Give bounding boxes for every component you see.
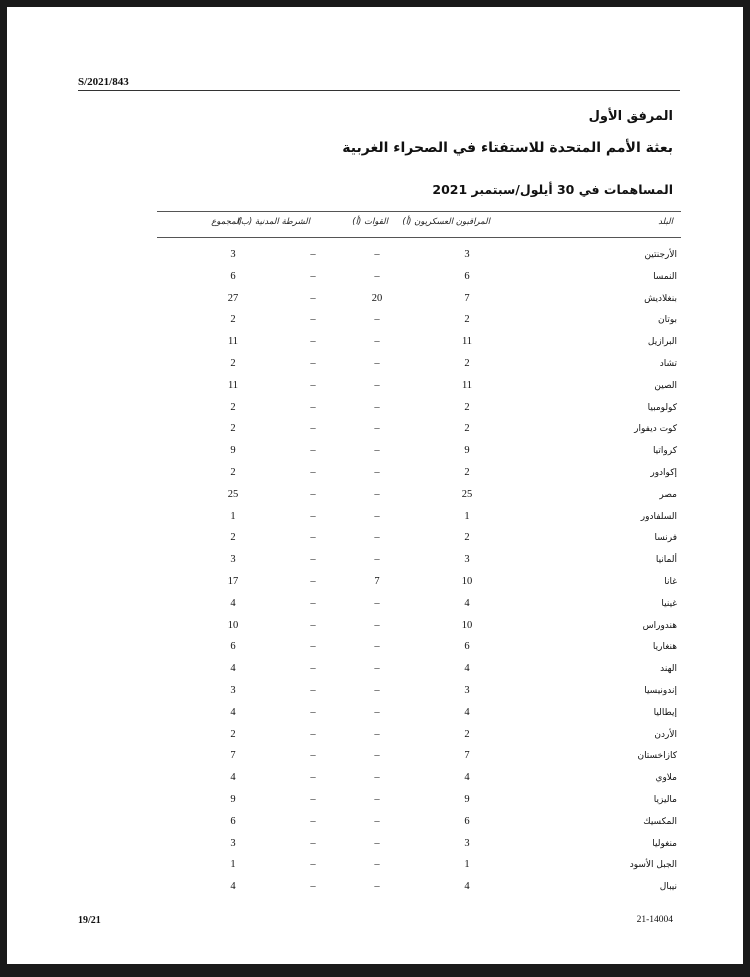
- cell-country: هندوراس: [642, 620, 677, 631]
- table-row: [157, 418, 681, 440]
- cell-troops: 20: [371, 292, 383, 304]
- cell-police: –: [310, 859, 316, 871]
- table-row: [157, 571, 681, 593]
- cell-police: –: [310, 663, 316, 675]
- cell-total: 2: [230, 467, 236, 478]
- table-row: [157, 745, 681, 767]
- cell-observers: 1: [464, 859, 470, 871]
- cell-country: بنغلاديش: [644, 293, 677, 304]
- cell-troops: –: [374, 532, 380, 544]
- cell-observers: 3: [464, 685, 470, 696]
- cell-observers: 2: [464, 532, 470, 544]
- cell-police: –: [310, 336, 316, 348]
- table-header-rule: [157, 237, 681, 238]
- cell-troops: –: [374, 510, 380, 522]
- cell-troops: –: [374, 728, 380, 740]
- cell-total: 4: [230, 881, 236, 893]
- table-row: [157, 549, 681, 571]
- table-row: [157, 266, 681, 288]
- table-row: [157, 593, 681, 615]
- cell-observers: 4: [464, 881, 470, 893]
- cell-troops: –: [374, 750, 380, 762]
- cell-police: –: [310, 728, 316, 740]
- cell-police: –: [310, 379, 316, 391]
- cell-police: –: [310, 270, 316, 282]
- cell-troops: –: [374, 401, 380, 413]
- table-title: المساهمات في 30 أيلول/سبتمبر 2021: [432, 182, 673, 197]
- cell-country: المكسيك: [643, 816, 677, 827]
- cell-country: كوت ديفوار: [634, 424, 677, 435]
- table-row: [157, 397, 681, 419]
- table-row: [157, 702, 681, 724]
- column-header-troops: القوات (أ): [352, 217, 388, 227]
- cell-police: –: [310, 532, 316, 544]
- table-row: [157, 658, 681, 680]
- cell-country: بوتان: [657, 315, 677, 326]
- cell-total: 4: [230, 772, 236, 784]
- cell-police: –: [310, 706, 316, 718]
- table-row: [157, 615, 681, 637]
- cell-country: إيطاليا: [653, 707, 677, 718]
- cell-police: –: [310, 249, 316, 260]
- cell-country: ماليزيا: [653, 795, 677, 805]
- cell-observers: 10: [461, 576, 473, 587]
- cell-police: –: [310, 292, 316, 304]
- cell-troops: –: [374, 794, 380, 805]
- cell-observers: 2: [464, 728, 470, 740]
- cell-country: ألمانيا: [655, 555, 677, 566]
- cell-total: 11: [227, 336, 239, 348]
- cell-observers: 6: [464, 815, 470, 827]
- cell-police: –: [310, 881, 316, 893]
- cell-country: البرازيل: [647, 337, 677, 348]
- cell-troops: –: [374, 815, 380, 827]
- table-row: [157, 244, 681, 266]
- column-header-observers: المراقبون العسكريون (أ): [402, 217, 490, 227]
- cell-police: –: [310, 685, 316, 696]
- document-symbol: S/2021/843: [78, 76, 129, 88]
- table-row: [157, 680, 681, 702]
- cell-troops: –: [374, 270, 380, 282]
- cell-country: الهند: [660, 664, 677, 675]
- table-row: [157, 462, 681, 484]
- cell-troops: –: [374, 641, 380, 653]
- cell-country: إندونيسيا: [644, 686, 677, 696]
- cell-observers: 7: [464, 750, 470, 762]
- cell-total: 2: [230, 728, 236, 740]
- cell-observers: 3: [464, 554, 470, 566]
- cell-total: 6: [230, 815, 236, 827]
- cell-police: –: [310, 314, 316, 326]
- cell-country: غينيا: [661, 598, 677, 609]
- cell-country: ملاوي: [655, 773, 677, 784]
- cell-total: 3: [230, 554, 236, 566]
- cell-total: 9: [230, 794, 236, 805]
- cell-police: –: [310, 510, 316, 522]
- cell-total: 3: [230, 685, 236, 696]
- cell-country: غانا: [664, 577, 677, 587]
- cell-police: –: [310, 467, 316, 478]
- table-row: [157, 484, 681, 506]
- cell-country: منغوليا: [652, 838, 677, 849]
- cell-observers: 2: [464, 401, 470, 413]
- cell-country: فرنسا: [654, 533, 677, 544]
- cell-police: –: [310, 445, 316, 457]
- cell-total: 6: [230, 270, 236, 282]
- cell-troops: –: [374, 881, 380, 893]
- cell-country: إكوادور: [650, 468, 677, 478]
- cell-observers: 6: [464, 270, 470, 282]
- cell-total: 9: [230, 445, 236, 457]
- cell-troops: –: [374, 336, 380, 348]
- cell-police: –: [310, 619, 316, 631]
- cell-observers: 4: [464, 663, 470, 675]
- table-row: [157, 876, 681, 898]
- table-row: [157, 789, 681, 811]
- cell-observers: 2: [464, 314, 470, 326]
- table-top-rule: [157, 211, 681, 212]
- cell-police: –: [310, 597, 316, 609]
- cell-police: –: [310, 750, 316, 762]
- table-row: [157, 440, 681, 462]
- cell-troops: –: [374, 685, 380, 696]
- cell-troops: –: [374, 706, 380, 718]
- cell-observers: 25: [461, 488, 473, 500]
- annex-title: المرفق الأول: [588, 109, 673, 124]
- cell-observers: 4: [464, 772, 470, 784]
- table-row: [157, 375, 681, 397]
- cell-country: الأرجنتين: [644, 250, 677, 260]
- cell-total: 1: [230, 510, 236, 522]
- cell-observers: 6: [464, 641, 470, 653]
- cell-police: –: [310, 815, 316, 827]
- cell-total: 17: [227, 576, 239, 587]
- cell-police: –: [310, 554, 316, 566]
- cell-troops: –: [374, 837, 380, 849]
- header-rule: [78, 90, 680, 91]
- cell-observers: 11: [461, 379, 473, 391]
- table-row: [157, 811, 681, 833]
- cell-police: –: [310, 641, 316, 653]
- table-row: [157, 854, 681, 876]
- table-row: [157, 309, 681, 331]
- cell-troops: –: [374, 249, 380, 260]
- table-row: [157, 331, 681, 353]
- cell-total: 1: [230, 859, 236, 871]
- cell-country: الصين: [654, 380, 677, 391]
- cell-police: –: [310, 576, 316, 587]
- cell-troops: –: [374, 445, 380, 457]
- table-row: [157, 833, 681, 855]
- cell-police: –: [310, 772, 316, 784]
- cell-police: –: [310, 401, 316, 413]
- cell-troops: 7: [374, 576, 380, 587]
- cell-country: هنغاريا: [652, 642, 677, 653]
- cell-country: الجبل الأسود: [629, 860, 677, 871]
- cell-total: 4: [230, 597, 236, 609]
- cell-total: 4: [230, 663, 236, 675]
- cell-observers: 3: [464, 837, 470, 849]
- cell-total: 3: [230, 837, 236, 849]
- cell-observers: 3: [464, 249, 470, 260]
- cell-observers: 2: [464, 423, 470, 435]
- cell-troops: –: [374, 619, 380, 631]
- cell-troops: –: [374, 488, 380, 500]
- column-header-country: البلد: [658, 217, 673, 227]
- cell-total: 25: [227, 488, 239, 500]
- cell-country: تشاد: [659, 359, 677, 369]
- cell-observers: 4: [464, 597, 470, 609]
- cell-total: 11: [227, 379, 239, 391]
- cell-total: 2: [230, 423, 236, 435]
- cell-total: 2: [230, 532, 236, 544]
- table-row: [157, 636, 681, 658]
- cell-observers: 9: [464, 794, 470, 805]
- cell-police: –: [310, 488, 316, 500]
- cell-troops: –: [374, 597, 380, 609]
- cell-troops: –: [374, 358, 380, 369]
- table-row: [157, 724, 681, 746]
- table-row: [157, 506, 681, 528]
- cell-total: 27: [227, 292, 239, 304]
- cell-troops: –: [374, 663, 380, 675]
- cell-observers: 10: [461, 619, 473, 631]
- column-header-total: المجموع: [211, 217, 241, 227]
- cell-police: –: [310, 794, 316, 805]
- cell-observers: 1: [464, 510, 470, 522]
- column-header-police: الشرطة المدنية (ب): [237, 217, 310, 227]
- cell-total: 7: [230, 750, 236, 762]
- cell-total: 2: [230, 314, 236, 326]
- cell-country: نيبال: [659, 882, 677, 893]
- cell-total: 4: [230, 706, 236, 718]
- cell-troops: –: [374, 554, 380, 566]
- job-number: 21-14004: [636, 915, 673, 925]
- page-number: 19/21: [78, 915, 101, 926]
- cell-police: –: [310, 837, 316, 849]
- table-row: [157, 767, 681, 789]
- cell-troops: –: [374, 859, 380, 871]
- cell-total: 10: [227, 619, 239, 631]
- cell-country: النمسا: [653, 271, 677, 282]
- cell-total: 2: [230, 401, 236, 413]
- cell-observers: 4: [464, 706, 470, 718]
- cell-troops: –: [374, 467, 380, 478]
- cell-country: مصر: [659, 489, 677, 500]
- cell-troops: –: [374, 314, 380, 326]
- cell-total: 3: [230, 249, 236, 260]
- table-row: [157, 288, 681, 310]
- cell-country: الأردن: [654, 729, 677, 740]
- mission-title: بعثة الأمم المتحدة للاستفتاء في الصحراء الغربية: [342, 140, 673, 156]
- cell-observers: 2: [464, 467, 470, 478]
- cell-police: –: [310, 358, 316, 369]
- cell-observers: 11: [461, 336, 473, 348]
- cell-troops: –: [374, 772, 380, 784]
- table-row: [157, 353, 681, 375]
- cell-country: كازاخستان: [637, 751, 677, 762]
- cell-observers: 2: [464, 358, 470, 369]
- cell-observers: 7: [464, 292, 470, 304]
- cell-country: السلفادور: [640, 511, 677, 522]
- cell-total: 6: [230, 641, 236, 653]
- cell-country: كرواتيا: [652, 446, 677, 457]
- document-page: [7, 7, 743, 964]
- cell-troops: –: [374, 379, 380, 391]
- cell-total: 2: [230, 358, 236, 369]
- cell-troops: –: [374, 423, 380, 435]
- cell-observers: 9: [464, 445, 470, 457]
- cell-police: –: [310, 423, 316, 435]
- table-row: [157, 527, 681, 549]
- cell-country: كولومبيا: [647, 402, 677, 413]
